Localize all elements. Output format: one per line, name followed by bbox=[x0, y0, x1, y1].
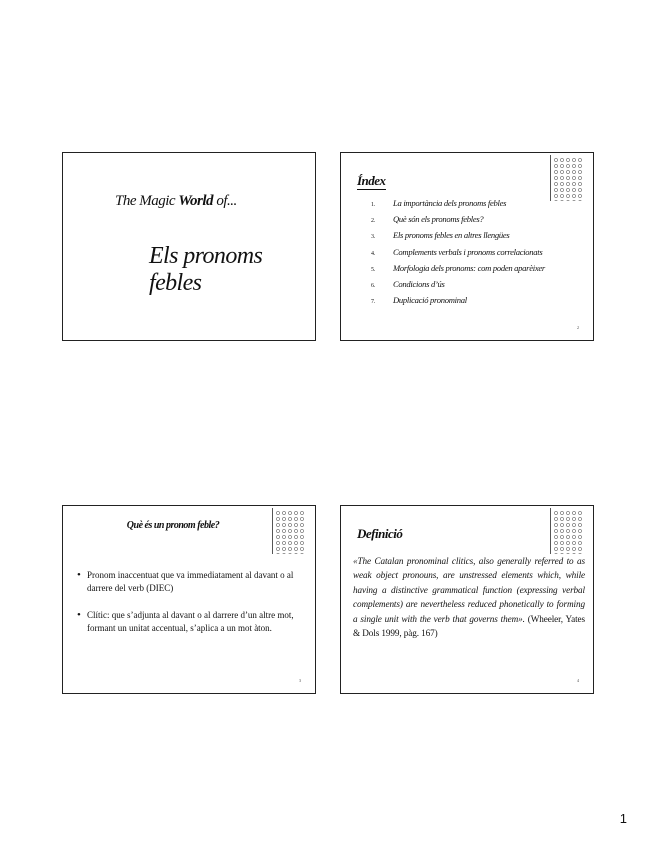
dot-grid-icon bbox=[275, 510, 305, 554]
list-item bbox=[371, 227, 545, 243]
quote-citation: (Wheeler, Yates & Dols 1999, pàg. 167) bbox=[353, 613, 586, 639]
slide-thumbnail-3 bbox=[62, 505, 316, 694]
list-item bbox=[371, 211, 545, 227]
page-number: 1 bbox=[619, 811, 627, 826]
item-text: Complements verbals i pronoms correlacionats bbox=[393, 246, 543, 257]
subtitle-suffix: of... bbox=[213, 193, 237, 209]
list-item bbox=[371, 292, 545, 308]
slide-thumbnail-2 bbox=[340, 152, 594, 341]
list-item: • Clític: que s’adjunta al davant o al darrere d’un altre mot, formant un unitat accentual, s’aplica a un mot àton. bbox=[77, 609, 305, 635]
index-title: Índex bbox=[357, 173, 386, 188]
slide1-title: Els pronoms febles bbox=[149, 243, 263, 296]
slide-page-number: 4 bbox=[577, 678, 579, 683]
list-item bbox=[371, 260, 545, 276]
decorative-line bbox=[550, 508, 551, 554]
item-text: La importància dels pronoms febles bbox=[393, 198, 507, 208]
item-text: Duplicació pronominal bbox=[393, 295, 467, 306]
definition-title: Definició bbox=[357, 526, 403, 541]
item-text: Condicions d’ús bbox=[393, 278, 445, 289]
decorative-line bbox=[272, 508, 273, 554]
list-item: • Pronom inaccentuat que va immediatament al davant o al darrere del verb (DIEC) bbox=[77, 569, 305, 595]
item-number: 4. bbox=[371, 250, 375, 257]
decorative-line bbox=[550, 155, 551, 201]
item-number: 6. bbox=[371, 282, 375, 289]
slide-page-number: 2 bbox=[577, 325, 579, 330]
dot-grid-icon bbox=[553, 510, 583, 554]
subtitle-world: World bbox=[178, 193, 214, 209]
slide-thumbnail-1 bbox=[62, 152, 316, 341]
list-item bbox=[371, 244, 545, 260]
item-text: Morfologia dels pronoms: com poden aparèixer bbox=[393, 262, 545, 273]
dot-grid-icon bbox=[553, 157, 583, 201]
item-text: Els pronoms febles en altres llengües bbox=[393, 230, 510, 241]
definition-quote bbox=[353, 554, 585, 640]
list-item bbox=[371, 195, 545, 211]
slide3-title: Què és un pronom feble? bbox=[126, 520, 220, 531]
bullet-list bbox=[77, 569, 305, 649]
index-list bbox=[371, 195, 545, 308]
item-number: 3. bbox=[371, 234, 375, 241]
item-number: 7. bbox=[371, 299, 375, 306]
quote-text: «The Catalan pronominal clitics, also generally referred to as weak object pronouns, are unstressed elements which, while having a distinctive grammatical function (expressing verbal complements) are nevertheless reduced phonetically to forming a single unit with the verb that governs them». bbox=[353, 556, 585, 624]
item-number: 1. bbox=[371, 202, 375, 208]
item-number: 2. bbox=[371, 218, 375, 225]
item-text: Què són els pronoms febles? bbox=[393, 214, 484, 225]
slide1-subtitle bbox=[115, 193, 237, 210]
slide-page-number: 3 bbox=[299, 678, 301, 683]
item-number: 5. bbox=[371, 266, 375, 273]
list-item bbox=[371, 276, 545, 292]
slide-thumbnail-4 bbox=[340, 505, 594, 694]
subtitle-prefix: The Magic bbox=[115, 193, 179, 209]
